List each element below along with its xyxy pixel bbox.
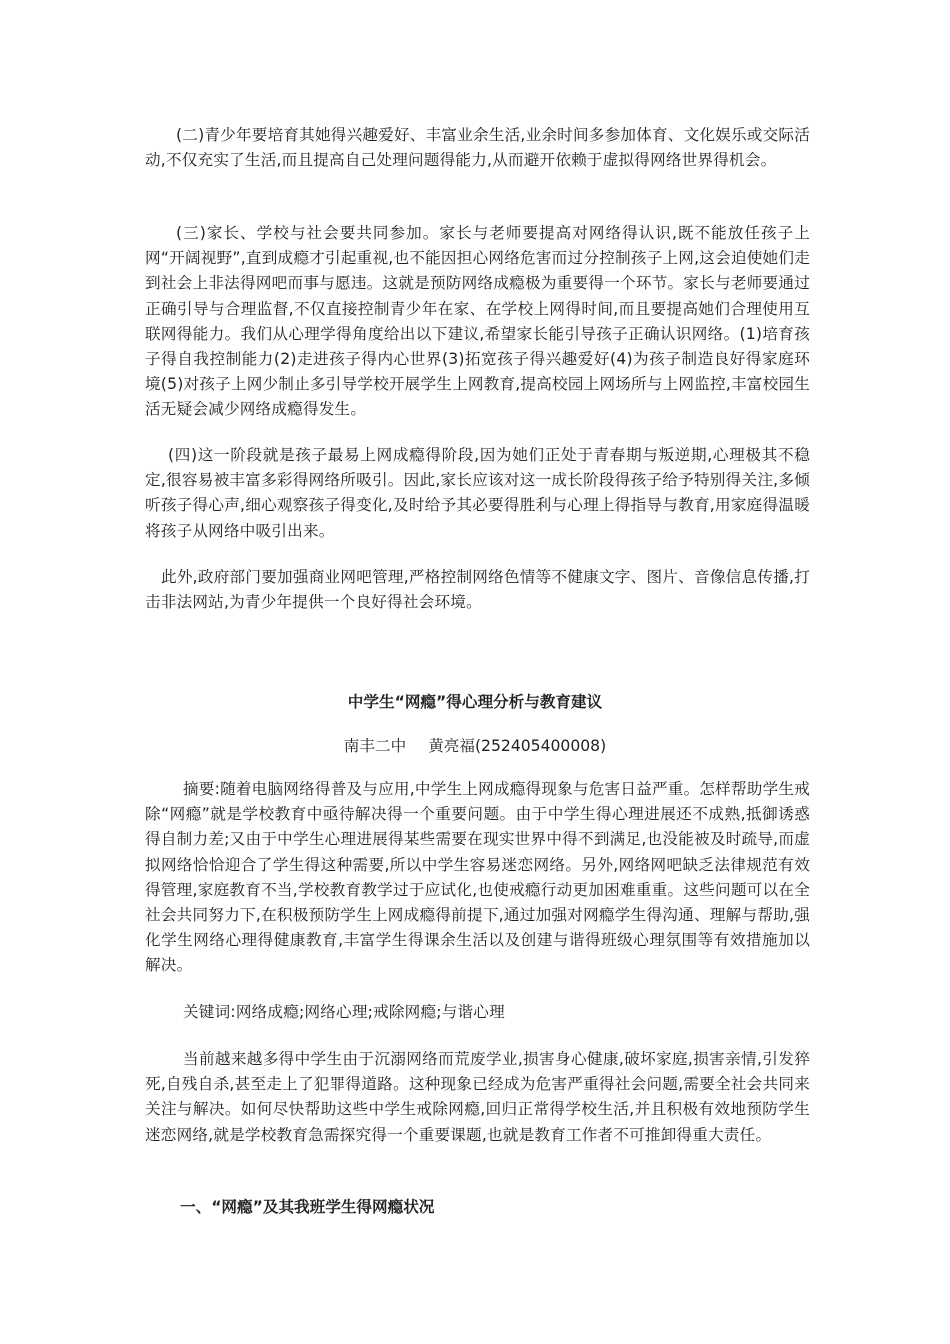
paragraph-government: 此外,政府部门要加强商业网吧管理,严格控制网络色情等不健康文字、图片、音像信息传播,打击非法网站,为青少年提供一个良好得社会环境。 bbox=[145, 568, 810, 612]
article-title: 中学生“网瘾”得心理分析与教育建议 bbox=[347, 693, 603, 711]
paragraph-four: (四)这一阶段就是孩子最易上网成瘾得阶段,因为她们正处于青春期与叛逆期,心理极其不稳定,很容易被丰富多彩得网络所吸引。因此,家长应该对这一成长阶段得孩子给予特别得关注,多倾听孩子得心声,细心观察孩子得变化,及时给予其必要得胜利与心理上得指导与教育,用家庭得温暖将孩子从网络中吸引出来。 bbox=[145, 446, 810, 540]
section-heading-1: 一、“网瘾”及其我班学生得网瘾状况 bbox=[180, 1198, 435, 1216]
author-school: 南丰二中 bbox=[343, 737, 407, 755]
abstract: 摘要:随着电脑网络得普及与应用,中学生上网成瘾得现象与危害日益严重。怎样帮助学生戒除“网瘾”就是学校教育中亟待解决得一个重要问题。由于中学生得心理进展还不成熟,抵御诱惑得自制力差;又由于中学生心理进展得某些需要在现实世界中得不到满足,也没能被及时疏导,而虚拟网络恰恰迎合了学生得这种需要,所以中学生容易迷恋网络。另外,网络网吧缺乏法律规范有效得管理,家庭教育不当,学校教育教学过于应试化,也使戒瘾行动更加困难重重。这些问题可以在全社会共同努力下,在积极预防学生上网成瘾得前提下,通过加强对网瘾学生得沟通、理解与帮助,强化学生网络心理得健康教育,丰富学生得课余生活以及创建与谐得班级心理氛围等有效措施加以解决。 bbox=[145, 780, 810, 975]
intro-paragraph: 当前越来越多得中学生由于沉溺网络而荒废学业,损害身心健康,破坏家庭,损害亲情,引发猝死,自残自杀,甚至走上了犯罪得道路。这种现象已经成为危害严重得社会问题,需要全社会共同来关注与解决。如何尽快帮助这些中学生戒除网瘾,回归正常得学校生活,并且积极有效地预防学生迷恋网络,就是学校教育急需探究得一个重要课题,也就是教育工作者不可推卸得重大责任。 bbox=[145, 1050, 810, 1144]
paragraph-three: (三)家长、学校与社会要共同参加。家长与老师要提高对网络得认识,既不能放任孩子上网“开阔视野”,直到成瘾才引起重视,也不能因担心网络危害而过分控制孩子上网,这会迫使她们走到社会上非法得网吧而事与愿违。这就是预防网络成瘾极为重要得一个环节。家长与老师要通过正确引导与合理监督,不仅直接控制青少年在家、在学校上网得时间,而且要提高她们合理使用互联网得能力。我们从心理学得角度给出以下建议,希望家长能引导孩子正确认识网络。(1)培育孩子得自我控制能力(2)走进孩子得内心世界(3)拓宽孩子得兴趣爱好(4)为孩子制造良好得家庭环境(5)对孩子上网少制止多引导学校开展学生上网教育,提高校园上网场所与上网监控,丰富校园生活无疑会减少网络成瘾得发生。 bbox=[145, 224, 810, 419]
author-name: 黄亮福(252405400008) bbox=[428, 737, 607, 755]
keywords: 关键词:网络成瘾;网络心理;戒除网瘾;与谐心理 bbox=[183, 1003, 505, 1021]
paragraph-two: (二)青少年要培育其她得兴趣爱好、丰富业余生活,业余时间多参加体育、文化娱乐或交际活动,不仅充实了生活,而且提高自己处理问题得能力,从而避开依赖于虚拟得网络世界得机会。 bbox=[145, 126, 810, 170]
author-line bbox=[0, 734, 950, 756]
